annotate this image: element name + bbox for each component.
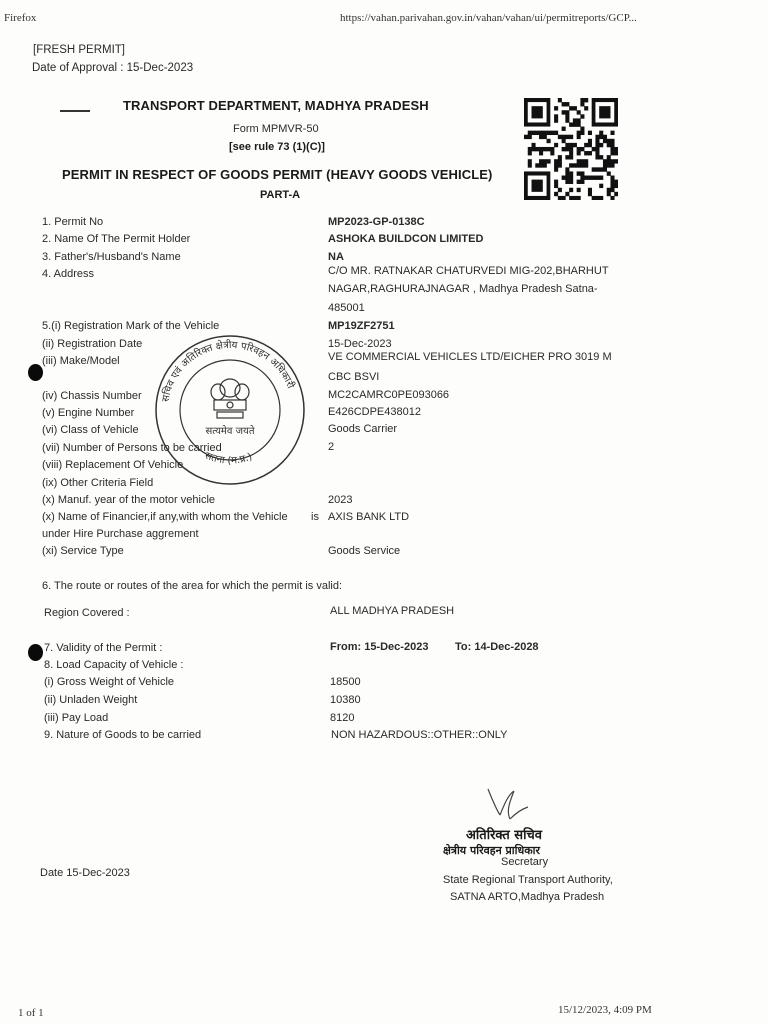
qr-module	[547, 147, 551, 151]
qr-module	[562, 127, 566, 131]
qr-module	[592, 176, 596, 180]
scan-punch-mark	[28, 364, 43, 381]
qr-module	[547, 159, 551, 163]
qr-module	[539, 151, 543, 155]
qr-module	[539, 163, 543, 167]
qr-module	[554, 114, 558, 118]
qr-module	[580, 159, 584, 163]
validity-label: 7. Validity of the Permit :	[44, 642, 163, 654]
qr-module	[610, 147, 614, 151]
gross-weight-value: 18500	[330, 676, 361, 688]
qr-module	[539, 159, 543, 163]
qr-module	[610, 176, 614, 180]
qr-module	[614, 159, 618, 163]
father-label: 3. Father's/Husband's Name	[42, 251, 181, 263]
class-label: (vi) Class of Vehicle	[42, 424, 139, 436]
qr-module	[569, 151, 573, 155]
seal-place: सतना (म.प्र.)	[203, 450, 254, 467]
qr-module	[577, 196, 581, 200]
scan-mark	[60, 110, 90, 112]
qr-module	[558, 188, 562, 192]
qr-module	[569, 106, 573, 110]
qr-module	[558, 155, 562, 159]
qr-module	[584, 98, 588, 102]
replacement-label: (viii) Replacement Of Vehicle	[42, 459, 184, 471]
qr-module	[588, 139, 592, 143]
qr-module	[543, 163, 547, 167]
validity-from: From: 15-Dec-2023	[330, 641, 429, 653]
qr-module	[599, 184, 603, 188]
qr-module	[610, 143, 614, 147]
permit-no-value: MP2023-GP-0138C	[328, 216, 425, 228]
qr-module	[554, 192, 558, 196]
qr-module	[603, 159, 607, 163]
qr-module	[603, 163, 607, 167]
qr-module	[532, 147, 536, 151]
qr-module	[577, 110, 581, 114]
financier-label-2: under Hire Purchase aggrement	[42, 528, 199, 540]
qr-module	[599, 176, 603, 180]
reg-date-value: 15-Dec-2023	[328, 338, 392, 350]
qr-module	[607, 192, 611, 196]
address-line-1: C/O MR. RATNAKAR CHATURVEDI MIG-202,BHARHUT	[328, 265, 609, 277]
payload-value: 8120	[330, 712, 355, 724]
address-line-2: NAGAR,RAGHURAJNAGAR , Madhya Pradesh Satna-	[328, 283, 598, 295]
qr-module	[558, 196, 562, 200]
engine-value: E426CDPE438012	[328, 406, 421, 418]
route-label: 6. The route or routes of the area for which the permit is valid:	[42, 580, 343, 592]
page-count: 1 of 1	[18, 1007, 44, 1019]
qr-module	[595, 196, 599, 200]
qr-module	[614, 180, 618, 184]
stamp-line-1: अतिरिक्त सचिव	[466, 828, 542, 843]
permit-title: PERMIT IN RESPECT OF GOODS PERMIT (HEAVY GOODS VEHICLE)	[62, 167, 493, 182]
financier-value: AXIS BANK LTD	[328, 511, 410, 523]
qr-module	[569, 143, 573, 147]
qr-module	[550, 151, 554, 155]
qr-module	[565, 176, 569, 180]
qr-module	[580, 102, 584, 106]
engine-label: (v) Engine Number	[42, 407, 135, 419]
qr-module	[595, 167, 599, 171]
qr-module	[580, 131, 584, 135]
qr-module	[562, 139, 566, 143]
issue-date: Date 15-Dec-2023	[40, 867, 130, 879]
qr-module	[577, 147, 581, 151]
region-label: Region Covered :	[44, 607, 130, 619]
reg-mark-label: 5.(i) Registration Mark of the Vehicle	[42, 320, 220, 332]
qr-module	[603, 135, 607, 139]
reg-mark-value: MP19ZF2751	[328, 320, 395, 332]
qr-module	[562, 110, 566, 114]
qr-module	[603, 167, 607, 171]
qr-code	[524, 98, 618, 200]
qr-module	[577, 180, 581, 184]
region-value: ALL MADHYA PRADESH	[330, 605, 455, 617]
qr-module	[584, 151, 588, 155]
qr-module	[610, 163, 614, 167]
qr-module	[588, 192, 592, 196]
qr-module	[573, 163, 577, 167]
print-timestamp: 15/12/2023, 4:09 PM	[558, 1004, 652, 1016]
qr-module	[588, 143, 592, 147]
qr-module	[595, 155, 599, 159]
qr-module	[547, 139, 551, 143]
validity-to: To: 14-Dec-2028	[455, 641, 539, 653]
qr-module	[565, 135, 569, 139]
qr-module	[584, 159, 588, 163]
stamp-line-2: क्षेत्रीय परिवहन प्राधिकार	[443, 844, 541, 857]
other-criteria-label: (ix) Other Criteria Field	[42, 477, 154, 489]
qr-module	[607, 143, 611, 147]
qr-module	[558, 135, 562, 139]
qr-module	[554, 143, 558, 147]
qr-module	[558, 98, 562, 102]
qr-module	[554, 118, 558, 122]
qr-module	[614, 151, 618, 155]
qr-module	[554, 131, 558, 135]
qr-module	[565, 192, 569, 196]
qr-module	[569, 122, 573, 126]
qr-module	[565, 180, 569, 184]
form-number: Form MPMVR-50	[233, 123, 319, 135]
make-line-2: CBC BSVI	[328, 371, 380, 383]
qr-module	[547, 131, 551, 135]
qr-module	[599, 196, 603, 200]
qr-module	[539, 135, 543, 139]
qr-module	[573, 106, 577, 110]
qr-module	[543, 147, 547, 151]
qr-module	[569, 163, 573, 167]
qr-module	[554, 159, 558, 163]
authority-office: SATNA ARTO,Madhya Pradesh	[450, 891, 605, 903]
father-value: NA	[328, 251, 344, 263]
qr-module	[558, 163, 562, 167]
authority-name: State Regional Transport Authority,	[443, 874, 613, 886]
qr-module	[565, 155, 569, 159]
payload-label: (iii) Pay Load	[44, 712, 109, 724]
qr-module	[562, 176, 566, 180]
qr-module	[550, 131, 554, 135]
qr-module	[584, 176, 588, 180]
qr-module	[569, 147, 573, 151]
qr-module	[554, 163, 558, 167]
qr-module	[569, 135, 573, 139]
qr-module	[535, 147, 539, 151]
manuf-year-label: (x) Manuf. year of the motor vehicle	[42, 494, 216, 506]
qr-module	[610, 188, 614, 192]
qr-module	[577, 159, 581, 163]
qr-module	[554, 180, 558, 184]
qr-module	[532, 131, 536, 135]
qr-module	[550, 147, 554, 151]
qr-module	[562, 102, 566, 106]
qr-module	[573, 196, 577, 200]
reg-date-label: (ii) Registration Date	[42, 338, 143, 350]
address-label: 4. Address	[42, 268, 94, 280]
qr-module	[580, 180, 584, 184]
qr-module	[558, 159, 562, 163]
qr-module	[610, 151, 614, 155]
qr-module	[595, 151, 599, 155]
manuf-year-value: 2023	[328, 494, 353, 506]
qr-module	[592, 167, 596, 171]
qr-module	[554, 167, 558, 171]
qr-module	[528, 147, 532, 151]
qr-module	[580, 127, 584, 131]
load-capacity-label: 8. Load Capacity of Vehicle :	[44, 659, 184, 671]
secretary-title: Secretary	[501, 856, 549, 868]
qr-module	[595, 143, 599, 147]
qr-module	[577, 151, 581, 155]
rule-reference: [see rule 73 (1)(C)]	[229, 141, 325, 153]
chassis-label: (iv) Chassis Number	[42, 390, 142, 402]
qr-module	[614, 192, 618, 196]
qr-module	[595, 139, 599, 143]
qr-module	[595, 147, 599, 151]
svg-text:सचिव एवं अतिरिक्त क्षेत्रीय पर	[161, 339, 297, 403]
browser-name: Firefox	[4, 12, 37, 24]
seal-motto: सत्यमेव जयते	[205, 426, 255, 437]
qr-module	[562, 147, 566, 151]
emblem-icon	[211, 379, 249, 418]
qr-module	[569, 171, 573, 175]
address-line-3: 485001	[328, 302, 365, 314]
signature	[470, 785, 550, 830]
make-line-1: VE COMMERCIAL VEHICLES LTD/EICHER PRO 3019 M	[328, 351, 612, 363]
qr-module	[573, 122, 577, 126]
qr-module	[607, 188, 611, 192]
qr-module	[607, 163, 611, 167]
qr-module	[577, 171, 581, 175]
qr-module	[565, 167, 569, 171]
qr-module	[539, 147, 543, 151]
financier-is: is	[311, 511, 319, 523]
persons-value: 2	[328, 441, 335, 453]
qr-module	[532, 143, 536, 147]
unladen-weight-label: (ii) Unladen Weight	[44, 694, 138, 706]
qr-module	[607, 139, 611, 143]
qr-module	[569, 196, 573, 200]
qr-module	[535, 163, 539, 167]
qr-module	[577, 131, 581, 135]
qr-module	[588, 176, 592, 180]
qr-module	[610, 196, 614, 200]
qr-module	[599, 143, 603, 147]
qr-module	[577, 188, 581, 192]
qr-module	[528, 135, 532, 139]
qr-module	[580, 163, 584, 167]
qr-module	[610, 159, 614, 163]
qr-module	[577, 118, 581, 122]
approval-line	[32, 62, 193, 74]
qr-module	[565, 147, 569, 151]
qr-module	[588, 188, 592, 192]
qr-module	[603, 139, 607, 143]
page-url: https://vahan.parivahan.gov.in/vahan/vahan/ui/permitreports/GCP...	[340, 12, 637, 24]
qr-module	[584, 163, 588, 167]
qr-module	[528, 163, 532, 167]
goods-nature-value: NON HAZARDOUS::OTHER::ONLY	[331, 729, 508, 741]
qr-module	[577, 135, 581, 139]
qr-module	[565, 102, 569, 106]
approval-date: 15-Dec-2023	[126, 62, 194, 74]
qr-module	[584, 106, 588, 110]
part-label: PART-A	[260, 189, 301, 201]
qr-module	[592, 147, 596, 151]
scan-punch-mark	[28, 644, 43, 661]
department-title: TRANSPORT DEPARTMENT, MADHYA PRADESH	[123, 98, 429, 113]
chassis-value: MC2CAMRC0PE093066	[328, 389, 450, 401]
holder-label: 2. Name Of The Permit Holder	[42, 233, 191, 245]
qr-module	[565, 110, 569, 114]
qr-module	[569, 188, 573, 192]
class-value: Goods Carrier	[328, 423, 398, 435]
qr-module	[554, 106, 558, 110]
qr-module	[610, 180, 614, 184]
qr-module	[543, 159, 547, 163]
qr-module	[554, 184, 558, 188]
qr-module	[599, 155, 603, 159]
permit-type: [FRESH PERMIT]	[33, 44, 126, 56]
qr-module	[528, 131, 532, 135]
permit-no-label: 1. Permit No	[42, 216, 104, 228]
qr-module	[610, 184, 614, 188]
financier-label: (x) Name of Financier,if any,with whom the Vehicle	[42, 511, 288, 523]
qr-module	[588, 151, 592, 155]
approval-label: Date of Approval :	[32, 62, 124, 74]
qr-module	[595, 135, 599, 139]
qr-module	[573, 143, 577, 147]
qr-module	[565, 171, 569, 175]
qr-module	[562, 196, 566, 200]
persons-label: (vii) Number of Persons to be carried	[42, 442, 222, 454]
qr-module	[543, 135, 547, 139]
qr-module	[569, 155, 573, 159]
qr-module	[599, 135, 603, 139]
seal-text-top: सचिव एवं अतिरिक्त क्षेत्रीय परिवहन अधिकारी	[160, 339, 296, 403]
unladen-weight-value: 10380	[330, 694, 361, 706]
qr-module	[528, 159, 532, 163]
qr-module	[610, 139, 614, 143]
qr-module	[580, 171, 584, 175]
qr-module	[595, 176, 599, 180]
qr-module	[565, 143, 569, 147]
qr-module	[569, 176, 573, 180]
qr-module	[580, 114, 584, 118]
qr-module	[573, 118, 577, 122]
qr-module	[607, 159, 611, 163]
qr-module	[577, 163, 581, 167]
qr-module	[580, 176, 584, 180]
qr-module	[614, 184, 618, 188]
qr-module	[592, 196, 596, 200]
qr-module	[562, 135, 566, 139]
qr-module	[565, 118, 569, 122]
service-type-label: (xi) Service Type	[42, 545, 124, 557]
qr-module	[565, 114, 569, 118]
service-type-value: Goods Service	[328, 545, 401, 557]
qr-module	[528, 151, 532, 155]
qr-module	[543, 131, 547, 135]
qr-module	[524, 135, 528, 139]
qr-module	[569, 180, 573, 184]
holder-value: ASHOKA BUILDCON LIMITED	[328, 233, 484, 245]
qr-module	[577, 122, 581, 126]
qr-module	[588, 131, 592, 135]
qr-module	[607, 155, 611, 159]
qr-module	[614, 147, 618, 151]
make-label: (iii) Make/Model	[42, 355, 120, 367]
qr-module	[535, 131, 539, 135]
qr-module	[607, 171, 611, 175]
goods-nature-label: 9. Nature of Goods to be carried	[44, 729, 202, 741]
qr-module	[539, 131, 543, 135]
gross-weight-label: (i) Gross Weight of Vehicle	[44, 676, 175, 688]
qr-module	[580, 98, 584, 102]
qr-module	[599, 167, 603, 171]
qr-module	[584, 143, 588, 147]
qr-module	[599, 131, 603, 135]
qr-module	[610, 131, 614, 135]
qr-module	[580, 147, 584, 151]
